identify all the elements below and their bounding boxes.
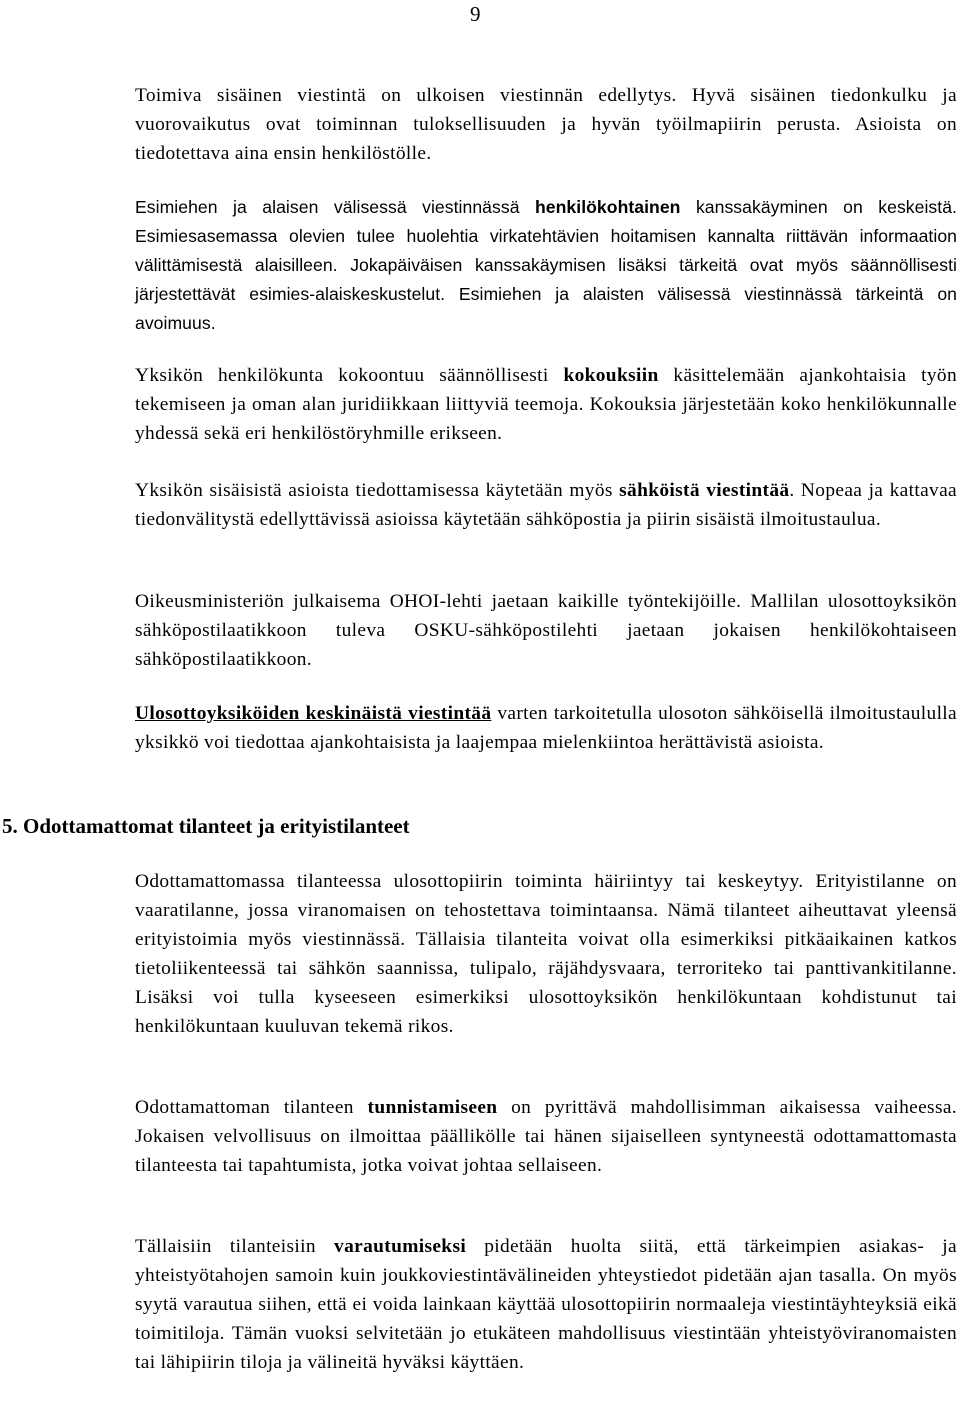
paragraph-mutual-communication: [135, 700, 957, 758]
paragraph-identification: [135, 1094, 957, 1181]
emphasis-preparedness: varautumiseksi: [334, 1236, 467, 1257]
paragraph-unexpected-situations: Odottamattomassa tilanteessa ulosottopiirin toiminta häiriintyy tai keskeytyy. Erityistilanne on vaaratilanne, jossa viranomaisen on tehostettava toimintaansa. Nämä tilanteet aiheuttavat yleensä erityistoimia myös viestinnässä. Tällaisia tilanteita voivat olla esimerkiksi pitkäaikainen katkos tietoliikenteessä tai sähkön saannissa, tulipalo, räjähdysvaara, terroriteko tai panttivankitilanne. Lisäksi voi tulla kyseeseen esimerkiksi ulosottoyksikön henkilökuntaan kohdistunut tai henkilökuntaan kuuluvan tekemä rikos.: [135, 871, 957, 1037]
paragraph-text: varten tarkoitetulla ulosoton sähköisellä ilmoitustaululla yksikkö voi tiedottaa ajankohtaisista ja laajempaa mielenkiintoa herättävistä asioista.: [135, 703, 957, 753]
paragraph-text: pidetään huolta siitä, että tärkeimpien asiakas- ja yhteistyötahojen samoin kuin joukkoviestintävälineiden yhteystiedot pidetään ajan tasalla. On myös syytä varautua siihen, että ei voida lainkaan käyttää ulosottopiirin normaaleja viestintäyhteyksiä eikä toimitiloja. Tämän vuoksi selvitetään jo etukäteen mahdollisuus viestintään yhteistyöviranomaisten tai lähipiirin tiloja ja välineitä hyväksi käyttäen.: [135, 1236, 958, 1373]
paragraph-internal-communication: Toimiva sisäinen viestintä on ulkoisen viestinnän edellytys. Hyvä sisäinen tiedonkulku ja vuorovaikutus ovat toiminnan tuloksellisuuden ja hyvän työilmapiirin perusta. Asioista on tiedotettava aina ensin henkilöstölle.: [135, 85, 957, 164]
section-heading: 5. Odottamattomat tilanteet ja erityistilanteet: [2, 814, 410, 838]
paragraph-supervisor-communication: [135, 193, 957, 338]
emphasis-identification: tunnistamiseen: [367, 1097, 498, 1118]
paragraph-preparedness: [135, 1233, 957, 1378]
paragraph-text: kanssakäyminen on keskeistä. Esimiesasemassa olevien tulee huolehtia virkatehtävien hoitamisen kannalta riittävän informaation välittämisestä alaisilleen. Jokapäiväisen kanssakäymisen lisäksi tärkeitä ovat myös säännöllisesti järjestettävät esimies-alaiskeskustelut. Esimiehen ja alaisten välisessä viestinnässä tärkeintä on avoimuus.: [135, 197, 957, 333]
paragraph-text: . Nopeaa ja kattavaa tiedonvälitystä edellyttävissä asioissa käytetään sähköpostia ja piirin sisäistä ilmoitustaulua.: [135, 480, 957, 530]
emphasis-mutual-communication: Ulosottoyksiköiden keskinäistä viestintää: [135, 703, 492, 724]
paragraph-text: Yksikön henkilökunta kokoontuu säännöllisesti: [135, 365, 564, 386]
paragraph-electronic-communication: [135, 477, 957, 535]
page-number: 9: [470, 2, 481, 26]
paragraph-newsletters: Oikeusministeriön julkaisema OHOI-lehti jaetaan kaikille työntekijöille. Mallilan ulosottoyksikön sähköpostilaatikkoon tuleva OSKU-sähköpostilehti jaetaan jokaisen henkilökohtaiseen sähköpostilaatikkoon.: [135, 591, 957, 670]
paragraph-meetings: [135, 362, 957, 449]
paragraph-text: on pyrittävä mahdollisimman aikaisessa vaiheessa. Jokaisen velvollisuus on ilmoittaa päällikölle tai hänen sijaiselleen syntyneestä odottamattomasta tilanteesta tai tapahtumista, jotka voivat johtaa sellaiseen.: [135, 1097, 957, 1176]
emphasis-electronic: sähköistä viestintää: [619, 480, 790, 501]
paragraph-text: käsittelemään ajankohtaisia työn tekemiseen ja oman alan juridiikkaan liittyviä teemoja. Kokouksia järjestetään koko henkilökunnalle yhdessä sekä eri henkilöstöryhmille erikseen.: [135, 365, 957, 444]
paragraph-text: Esimiehen ja alaisen välisessä viestinnässä: [135, 197, 535, 217]
emphasis-personal: henkilökohtainen: [535, 197, 681, 217]
paragraph-text: Odottamattoman tilanteen: [135, 1097, 368, 1118]
emphasis-meetings: kokouksiin: [563, 365, 659, 386]
paragraph-text: Tällaisiin tilanteisiin: [135, 1236, 335, 1257]
paragraph-text: Yksikön sisäisistä asioista tiedottamisessa käytetään myös: [135, 480, 620, 501]
